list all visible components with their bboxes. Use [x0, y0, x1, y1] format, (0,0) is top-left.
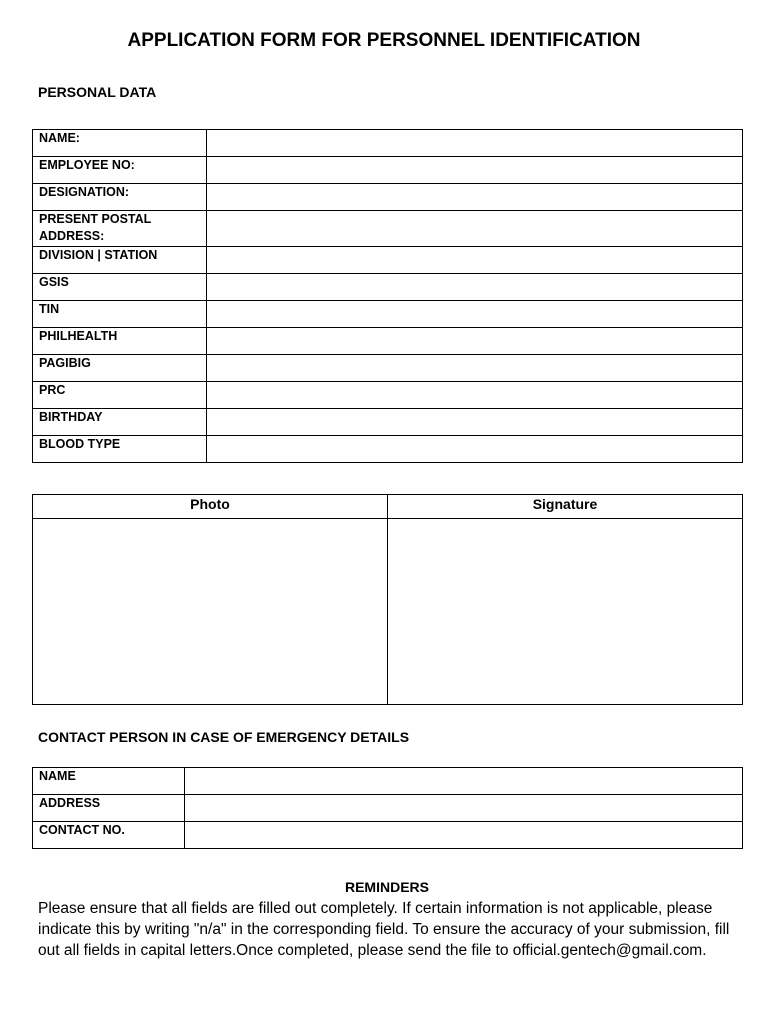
blood-type-label: BLOOD TYPE: [33, 436, 207, 463]
table-row: [33, 795, 743, 822]
personal-data-heading: PERSONAL DATA: [38, 84, 157, 100]
table-row: [33, 274, 743, 301]
employee-no-field[interactable]: [207, 157, 743, 184]
table-row: [33, 301, 743, 328]
tin-label: TIN: [33, 301, 207, 328]
division-station-label: DIVISION | STATION: [33, 247, 207, 274]
tin-field[interactable]: [207, 301, 743, 328]
table-row: [33, 184, 743, 211]
form-title: APPLICATION FORM FOR PERSONNEL IDENTIFICATION: [127, 30, 641, 51]
photo-signature-table: [32, 494, 743, 705]
table-row: [33, 436, 743, 463]
table-row: [33, 355, 743, 382]
table-row: [33, 157, 743, 184]
philhealth-field[interactable]: [207, 328, 743, 355]
division-station-field[interactable]: [207, 247, 743, 274]
emergency-contact-table: [32, 767, 743, 849]
signature-box[interactable]: [388, 519, 743, 705]
blood-type-field[interactable]: [207, 436, 743, 463]
philhealth-label: PHILHEALTH: [33, 328, 207, 355]
table-row: [33, 822, 743, 849]
reminders-text: Please ensure that all fields are filled out completely. If certain information is not applicable, please indicate this by writing "n/a" in the corresponding field. To ensure the accuracy of your submission, fill out all fields in capital letters.Once completed, please send the file to official.gentech@gmail.com.: [38, 900, 730, 959]
contact-address-label: ADDRESS: [33, 795, 185, 822]
name-field[interactable]: [207, 130, 743, 157]
postal-address-field[interactable]: [207, 211, 743, 247]
contact-number-label: CONTACT NO.: [33, 822, 185, 849]
contact-number-field[interactable]: [185, 822, 743, 849]
photo-header: Photo: [33, 495, 388, 519]
gsis-label: GSIS: [33, 274, 207, 301]
table-row: [33, 382, 743, 409]
postal-address-label: PRESENT POSTAL ADDRESS:: [33, 211, 207, 247]
birthday-field[interactable]: [207, 409, 743, 436]
employee-no-label: EMPLOYEE NO:: [33, 157, 207, 184]
birthday-label: BIRTHDAY: [33, 409, 207, 436]
designation-field[interactable]: [207, 184, 743, 211]
table-row: [33, 409, 743, 436]
gsis-field[interactable]: [207, 274, 743, 301]
table-row: [33, 211, 743, 247]
pagibig-label: PAGIBIG: [33, 355, 207, 382]
prc-label: PRC: [33, 382, 207, 409]
designation-label: DESIGNATION:: [33, 184, 207, 211]
contact-name-label: NAME: [33, 768, 185, 795]
table-row: [33, 495, 743, 519]
signature-header: Signature: [388, 495, 743, 519]
reminders-heading: REMINDERS: [344, 879, 429, 895]
emergency-contact-heading: CONTACT PERSON IN CASE OF EMERGENCY DETAILS: [38, 729, 410, 745]
pagibig-field[interactable]: [207, 355, 743, 382]
table-row: [33, 519, 743, 705]
table-row: [33, 328, 743, 355]
contact-name-field[interactable]: [185, 768, 743, 795]
contact-address-field[interactable]: [185, 795, 743, 822]
personal-data-table: [32, 129, 743, 463]
table-row: [33, 130, 743, 157]
table-row: [33, 247, 743, 274]
name-label: NAME:: [33, 130, 207, 157]
table-row: [33, 768, 743, 795]
photo-box[interactable]: [33, 519, 388, 705]
prc-field[interactable]: [207, 382, 743, 409]
